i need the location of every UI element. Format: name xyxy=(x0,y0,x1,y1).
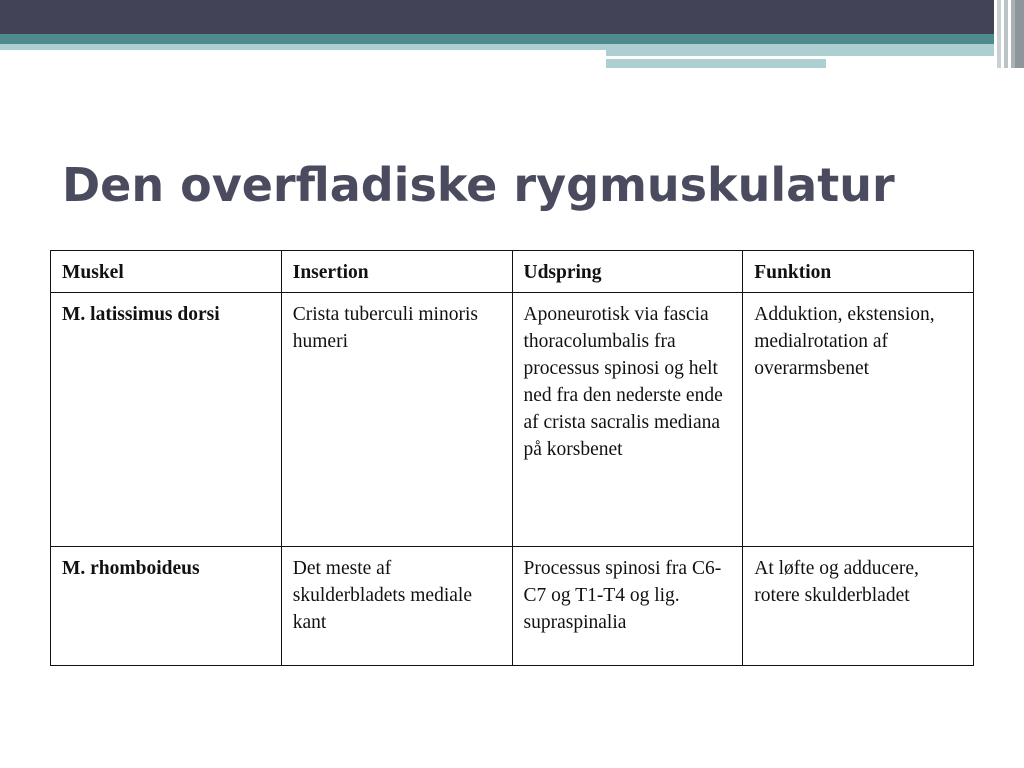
cell-udspring: Aponeurotisk via fascia thoracolumbalis fra processus spinosi og helt ned fra den nederste ende af crista sacralis mediana på korsbenet xyxy=(512,293,743,547)
header-band-accent xyxy=(606,50,1006,56)
table-row xyxy=(51,293,974,547)
table-header-row xyxy=(51,251,974,293)
cell-funktion: Adduktion, ekstension, medialrotation af overarmsbenet xyxy=(743,293,974,547)
slide-title: Den overfladiske rygmuskulatur xyxy=(62,158,895,212)
header-band-divider xyxy=(0,50,606,52)
cell-muskel: M. latissimus dorsi xyxy=(51,293,282,547)
column-header-muskel: Muskel xyxy=(51,251,282,293)
table-row xyxy=(51,547,974,666)
header-band-dark xyxy=(0,0,1024,34)
header-band-accent-lower xyxy=(606,59,826,68)
cell-insertion: Crista tuberculi minoris humeri xyxy=(281,293,512,547)
cell-udspring: Processus spinosi fra C6-C7 og T1-T4 og lig. supraspinalia xyxy=(512,547,743,666)
column-header-udspring: Udspring xyxy=(512,251,743,293)
cell-muskel: M. rhomboideus xyxy=(51,547,282,666)
muscle-table xyxy=(50,250,974,666)
column-header-insertion: Insertion xyxy=(281,251,512,293)
header-band-teal xyxy=(0,34,1024,44)
cell-insertion: Det meste af skulderbladets mediale kant xyxy=(281,547,512,666)
header-band-line xyxy=(826,57,948,59)
column-header-funktion: Funktion xyxy=(743,251,974,293)
cell-funktion: At løfte og adducere, rotere skulderbladet xyxy=(743,547,974,666)
header-stripe xyxy=(1015,0,1024,68)
